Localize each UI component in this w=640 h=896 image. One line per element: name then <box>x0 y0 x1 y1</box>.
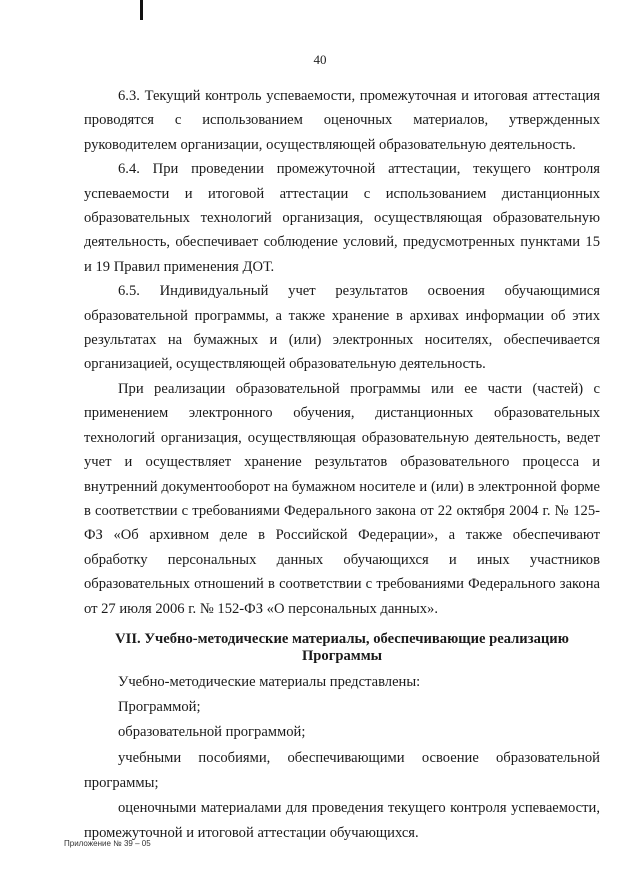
paragraph-6-4: 6.4. При проведении промежуточной аттестации, текущего контроля успеваемости и итоговой аттестации с использованием дистанционных образовательных технологий организация, осуществляющая образовательную деятельность, обеспечивает соблюдение условий, предусмотренных пунктами 15 и 19 Правил применения ДОТ. <box>84 161 600 275</box>
page-content <box>84 84 600 846</box>
paragraph-6-3: 6.3. Текущий контроль успеваемости, промежуточная и итоговая аттестация проводятся с использованием оценочных материалов, утвержденных руководителем организации, осуществляющей образовательную деятельность. <box>84 88 600 153</box>
section-heading-line1: VII. Учебно-методические материалы, обеспечивающие реализацию <box>115 630 569 647</box>
scan-mark <box>140 0 143 20</box>
materials-intro: Учебно-методические материалы представлены: <box>118 673 421 690</box>
materials-list <box>84 670 600 846</box>
section-heading <box>84 631 600 665</box>
list-item: учебными пособиями, обеспечивающими освоение образовательной программы; <box>84 749 600 791</box>
paragraph-6-5: 6.5. Индивидуальный учет результатов освоения обучающимися образовательной программы, а также хранение в архивах информации об этих результатах на бумажных и (или) электронных носителях, обеспечивается организацией, осуществляющей образовательную деятельность. <box>84 283 600 373</box>
section-heading-line2: Программы <box>301 647 383 664</box>
paragraph-records-keeping: При реализации образовательной программы или ее части (частей) с применением электронного обучения, дистанционных образовательных технологий организация, осуществляющая образовательную деятельность, ведет учет и осуществляет хранение результатов образовательного процесса и внутренний документооборот на бумажном носителе и (или) в электронной форме в соответствии с требованиями Федерального закона от 22 октября 2004 г. № 125-ФЗ «Об архивном деле в Российской Федерации», а также обеспечивают обработку персональных данных обучающихся и иных участников образовательных отношений в соответствии с требованиями Федерального закона от 27 июля 2006 г. № 152-ФЗ «О персональных данных». <box>84 380 600 617</box>
page-number: 40 <box>313 52 327 67</box>
list-item: образовательной программой; <box>118 724 306 741</box>
page-footer: Приложение № 39 – 05 <box>64 839 151 848</box>
list-item: Программой; <box>118 699 201 716</box>
list-item: оценочными материалами для проведения текущего контроля успеваемости, промежуточной и итоговой аттестации обучающихся. <box>84 799 600 842</box>
